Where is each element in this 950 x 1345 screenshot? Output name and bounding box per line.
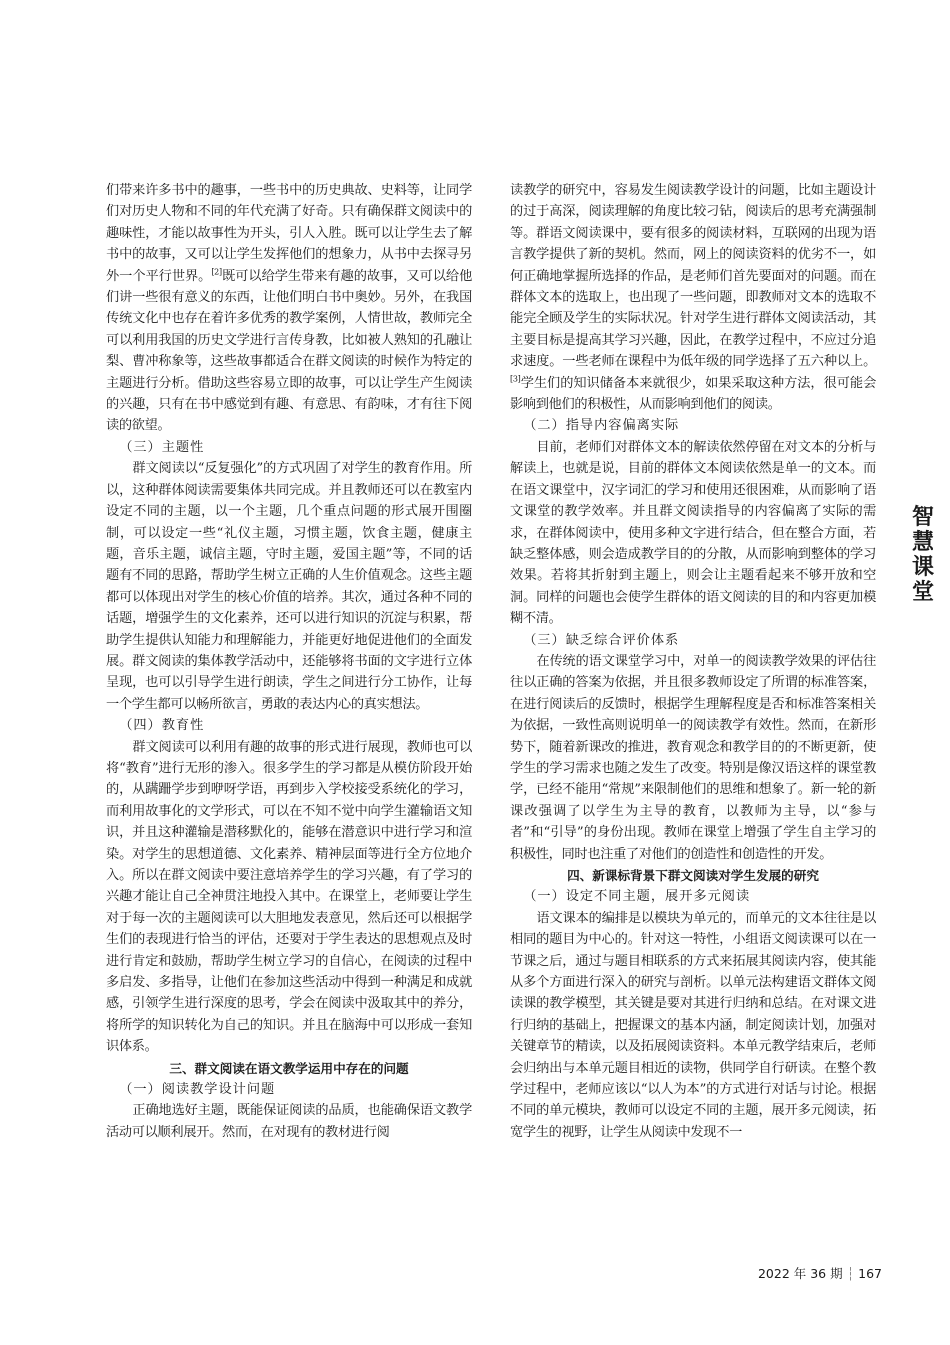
paragraph-text: 们带来许多书中的趣事，一些书中的历史典故、史料等，让同学们对历史人物和不同的年代充满了好奇。只有确保群文阅读中的趣味性，才能以故事性为开头，引人入胜。既可以让学生去了解书中的故事，又可以让学生发挥他们的想象力，从书中去探寻另外一个平行世界。 (106, 183, 472, 284)
right-column (510, 180, 876, 1143)
citation: [2] (211, 267, 222, 277)
subsection-heading: （三）主题性 (119, 439, 205, 455)
paragraph (106, 180, 472, 437)
left-column (106, 180, 472, 1143)
paragraph-text: 学生们的知识储备本来就很少，如果采取这种方法，很可能会影响到他们的积极性，从而影响到他们的阅读。 (510, 375, 876, 413)
paragraph-text: 读教学的研究中，容易发生阅读教学设计的问题，比如主题设计的过于高深，阅读理解的角度比较刁钻，阅读后的思考充满强制等。群语文阅读课中，要有很多的阅读材料，互联网的出现为语言教学提供了新的契机。然而，网上的阅读资料的优劣不一，如何正确地掌握所选择的作品，是老师们首先要面对的问题。而在群体文本的选取上，也出现了一些问题，即教师对文本的选取不能完全顾及学生的实际状况。针对学生进行群体文阅读活动，其主要目标是提高其学习兴趣，因此，在教学过程中，不应过分追求速度。一些老师在课程中为低年级的同学选择了五六种以上。 (510, 183, 876, 370)
paragraph: 群文阅读可以利用有趣的故事的形式进行展现，教师也可以将“教育”进行无形的渗入。很多学生的学习都是从模仿阶段开始的，从蹒跚学步到咿呀学语，再到步入学校接受系统化的学习，而利用故事化的文学形式，可以在不知不觉中向学生灌输语文知识，并且这种灌输是潜移默化的，能够在潜意识中进行学习和渲染。对学生的思想道德、文化素养、精神层面等进行全方位地介入。所以在群文阅读中要注意培养学生的学习兴趣，有了学习的兴趣才能让自己全神贯注地投入其中。在课堂上，老师要让学生对于每一次的主题阅读可以大胆地发表意见，然后还可以根据学生们的表现进行恰当的评估，还要对于学生表达的思想观点及时进行肯定和鼓励，帮助学生树立学习的自信心，在阅读的过程中多启发、多指导，让他们在参加这些活动中得到一种满足和成就感，引领学生进行深度的思考，学会在阅读中汲取其中的养分，将所学的知识转化为自己的知识。并且在脑海中可以形成一套知识体系。 (106, 739, 472, 1055)
subsection-heading: （三）缺乏综合评价体系 (523, 632, 680, 648)
subsection-heading: （一）设定不同主题，展开多元阅读 (523, 889, 751, 905)
paragraph: 在传统的语文课堂学习中，对单一的阅读教学效果的评估往往以正确的答案为依据，并且很多教师设定了所谓的标准答案，在进行阅读后的反馈时，根据学生理解程度是否和标准答案相关为依据，一致性高则说明单一的阅读教学有效性。然而，在新形势下，随着新课改的推进，教育观念和教学目的的不断更新，使学生的学习需求也随之发生了改变。特别是像汉语这样的课堂教学，已经不能用“常规”来限制他们的思维和想象了。新一轮的新课改强调了以学生为主导的教育，以教师为主导，以“参与者”和“引导”的身份出现。教师在课堂上增强了学生自主学习的积极性，同时也注重了对他们的创造性和创造性的开发。 (510, 653, 876, 862)
issue-label: 2022 年 36 期 (757, 1266, 843, 1281)
paragraph: 目前，老师们对群体文本的解读依然停留在对文本的分析与解读上，也就是说，目前的群体文本阅读依然是单一的文本。而在语文课堂中，汉字词汇的学习和使用还很困难，从而影响了语文课堂的教学效率。并且群文阅读指导的内容偏离了实际的需求，在群体阅读中，使用多种文字进行结合，但在整合方面，若缺乏整体感，则会造成教学目的的分散，从而影响到整体的学习效果。若将其折射到主题上，则会让主题看起来不够开放和空洞。同样的问题也会使学生群体的语文阅读的目的和内容更加模糊不清。 (510, 439, 876, 627)
section-side-label (906, 505, 940, 605)
section-heading: 四、新课标背景下群文阅读对学生发展的研究 (567, 868, 819, 883)
side-label-char: 堂 (911, 580, 934, 605)
citation: [3] (510, 374, 521, 384)
paragraph (510, 180, 876, 415)
subsection-heading: （二）指导内容偏离实际 (523, 418, 680, 434)
paragraph: 语文课本的编排是以模块为单元的，而单元的文本往往是以相同的题目为中心的。针对这一特性，小组语文阅读课可以在一节课之后，通过与题目相联系的方式来拓展其阅读内容，使其能从多个方面进行深入的研究与剖析。以单元法构建语文群体文阅读课的教学模型，其关键是要对其进行归纳和总结。在对课文进行归纳的基础上，把握课文的基本内涵，制定阅读计划，加强对关键章节的精读，以及拓展阅读资料。本单元教学结束后，老师会归纳出与本单元题目相近的读物，供同学自行研读。在整个教学过程中，老师应该以“以人为本”的方式进行对话与讨论。根据不同的单元模块，教师可以设定不同的主题，展开多元阅读，拓宽学生的视野，让学生从阅读中发现不一 (510, 910, 876, 1140)
footer-separator: ┆ (846, 1266, 855, 1281)
subsection-heading: （四）教育性 (119, 718, 205, 734)
paragraph-text: 既可以给学生带来有趣的故事，又可以给他们讲一些很有意义的东西，让他们明白书中奥妙。另外，在我国传统文化中也存在着许多优秀的教学案例，人情世故，教师完全可以利用我国的历史文学进行言传身教，比如被人熟知的孔融让梨、曹冲称象等，这些故事都适合在群文阅读的时候作为特定的主题进行分析。借助这些容易立即的故事，可以让学生产生阅读的兴趣，只有在书中感觉到有趣、有意思、有韵味，才有往下阅读的欲望。 (106, 268, 472, 434)
paragraph: 群文阅读以“反复强化”的方式巩固了对学生的教育作用。所以，这种群体阅读需要集体共同完成。并且教师还可以在教室内设定不同的主题，以一个主题，几个重点问题的形式展开围圈制，可以设定一些“礼仪主题，习惯主题，饮食主题，健康主题，音乐主题，诚信主题，守时主题，爱国主题”等，不同的话题有不同的思路，帮助学生树立正确的人生价值观念。这些主题都可以体现出对学生的核心价值的培养。其次，通过各种不同的话题，增强学生的文化素养，还可以进行知识的沉淀与积累，帮助学生提供认知能力和理解能力，并能更好地促进他们的全面发展。群文阅读的集体教学活动中，还能够将书面的文字进行立体呈现，也可以引导学生进行朗读，学生之间进行分工协作，让每一个学生都可以畅所欲言，勇敢的表达内心的真实想法。 (106, 461, 472, 712)
section-heading: 三、群文阅读在语文教学运用中存在的问题 (169, 1060, 409, 1076)
side-label-char: 智 (911, 505, 934, 530)
paragraph: 正确地选好主题，既能保证阅读的品质，也能确保语文教学活动可以顺利展开。然而，在对现有的教材进行阅 (106, 1103, 472, 1140)
subsection-heading: （一）阅读教学设计问题 (119, 1082, 276, 1098)
side-label-char: 慧 (911, 530, 934, 555)
side-label-char: 课 (911, 555, 934, 580)
page-footer (758, 1264, 882, 1282)
page-number: 167 (858, 1266, 882, 1281)
